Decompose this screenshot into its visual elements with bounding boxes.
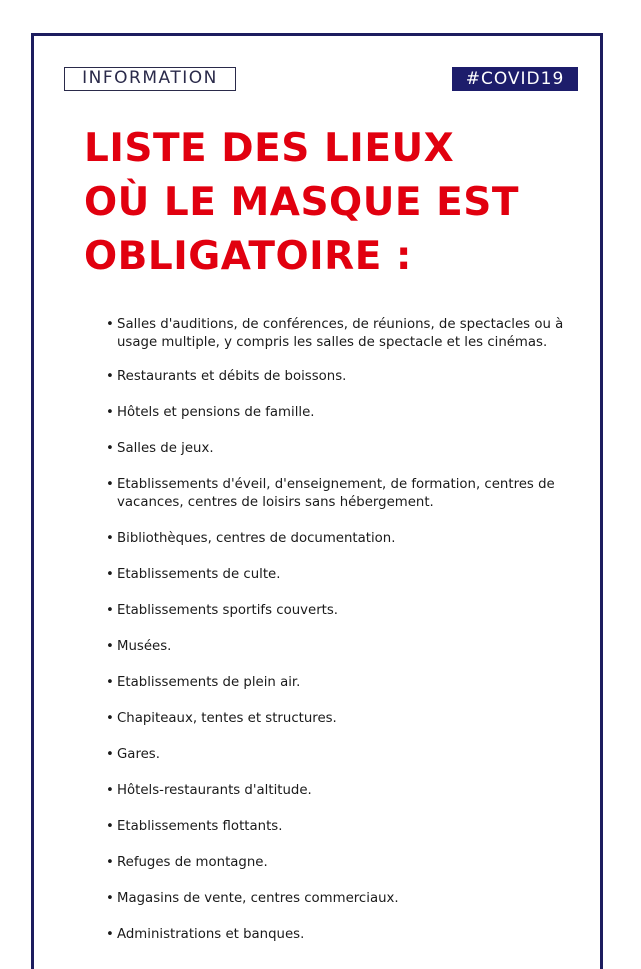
list-item: • Administrations et banques. <box>106 926 586 944</box>
list-item: • Musées. <box>106 638 586 656</box>
list-item: • Hôtels et pensions de famille. <box>106 404 586 422</box>
title-line-3: OBLIGATOIRE : <box>84 234 413 279</box>
list-item: • Etablissements sportifs couverts. <box>106 602 586 620</box>
covid19-hashtag-badge: #COVID19 <box>452 67 578 91</box>
list-item: • Etablissements de culte. <box>106 566 586 584</box>
information-tag: INFORMATION <box>64 67 236 91</box>
title-line-2: OÙ LE MASQUE EST <box>84 180 519 225</box>
list-item: • Etablissements d'éveil, d'enseignement, de formation, centres de vacances, centres de loisirs sans hébergement. <box>106 476 586 511</box>
poster-title <box>84 122 584 284</box>
list-item: • Etablissements de plein air. <box>106 674 586 692</box>
list-item: • Bibliothèques, centres de documentation. <box>106 530 586 548</box>
list-item: • Restaurants et débits de boissons. <box>106 368 586 386</box>
list-item: • Magasins de vente, centres commerciaux. <box>106 890 586 908</box>
list-item: • Gares. <box>106 746 586 764</box>
list-item: • Etablissements flottants. <box>106 818 586 836</box>
list-item: • Salles de jeux. <box>106 440 586 458</box>
list-item: • Salles d'auditions, de conférences, de réunions, de spectacles ou à usage multiple, y compris les salles de spectacle et les cinémas. <box>106 316 586 351</box>
list-item: • Chapiteaux, tentes et structures. <box>106 710 586 728</box>
list-item: • Hôtels-restaurants d'altitude. <box>106 782 586 800</box>
list-item: • Refuges de montagne. <box>106 854 586 872</box>
title-line-1: LISTE DES LIEUX <box>84 126 455 171</box>
mandatory-mask-places-list <box>106 316 586 962</box>
